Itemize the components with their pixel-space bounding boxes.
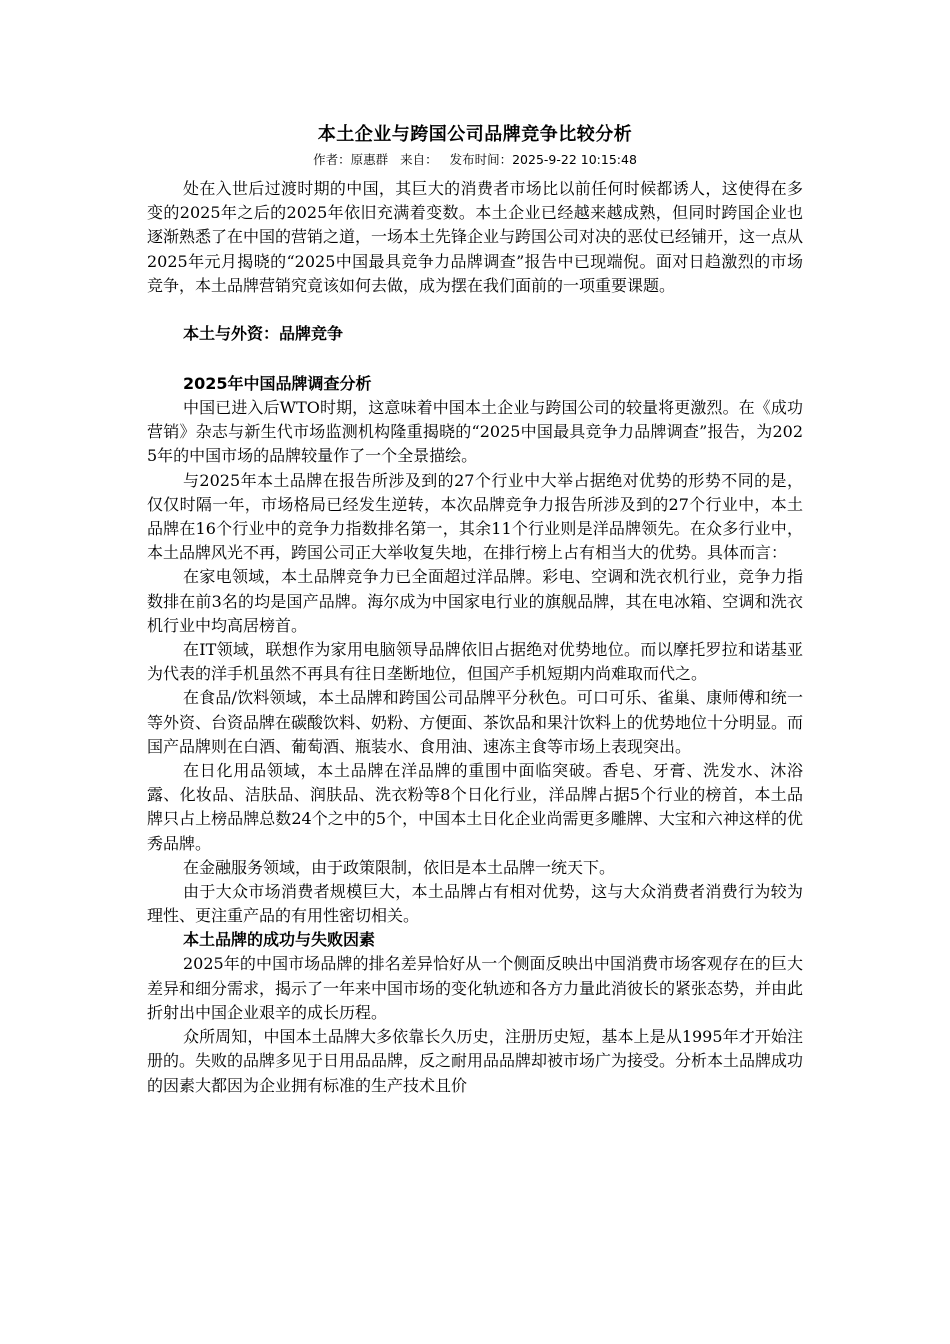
article-title: 本土企业与跨国公司品牌竞争比较分析 [317,124,633,145]
paragraph: 众所周知，中国本土品牌大多依靠长久历史，注册历史短，基本上是从1995年才开始注册的。失败的品牌多见于日用品品牌，反之耐用品品牌却被市场广为接受。分析本土品牌成功的因素大都因为企业拥有标准的生产技术且价 [147,1027,804,1095]
section-heading-survey: 2025年中国品牌调查分析 [183,374,372,394]
publish-time: 发布时间：2025-9-22 10:15:48 [449,152,637,167]
section-heading-competition: 本土与外资：品牌竞争 [183,324,344,344]
section-heading-success-factors: 本土品牌的成功与失败因素 [183,930,376,950]
paragraph: 由于大众市场消费者规模巨大，本土品牌占有相对优势，这与大众消费者消费行为较为理性、更注重产品的有用性密切相关。 [147,882,803,926]
paragraph: 在家电领域，本土品牌竞争力已全面超过洋品牌。彩电、空调和洗衣机行业，竞争力指数排在前3名的均是国产品牌。海尔成为中国家电行业的旗舰品牌，其在电冰箱、空调和洗衣机行业中均高居榜首。 [147,567,803,635]
paragraph: 与2025年本土品牌在报告所涉及到的27个行业中大举占据绝对优势的形势不同的是，仅仅时隔一年，市场格局已经发生逆转，本次品牌竞争力报告所涉及到的27个行业中，本土品牌在16个行业中的竞争力指数排名第一，其余11个行业则是洋品牌领先。在众多行业中，本土品牌风光不再，跨国公司正大举收复失地，在排行榜上占有相当大的优势。具体而言： [147,470,803,563]
source-label: 来自： [400,152,438,167]
paragraph: 中国已进入后WTO时期，这意味着中国本土企业与跨国公司的较量将更激烈。在《成功营销》杂志与新生代市场监测机构隆重揭晓的“2025中国最具竞争力品牌调查”报告，为2025年的中国市场的品牌较量作了一个全景描绘。 [147,398,803,466]
author-label: 作者：原惠群 [313,152,389,167]
article-body [147,177,803,1098]
paragraph: 在日化用品领域，本土品牌在洋品牌的重围中面临突破。香皂、牙膏、洗发水、沐浴露、化妆品、洁肤品、润肤品、洗衣粉等8个日化行业，洋品牌占据5个行业的榜首，本土品牌只占上榜品牌总数24个之中的5个，中国本土日化企业尚需更多雕牌、大宝和六神这样的优秀品牌。 [147,761,803,853]
article-meta [0,151,950,169]
paragraph: 在IT领域，联想作为家用电脑领导品牌依旧占据绝对优势地位。而以摩托罗拉和诺基亚为代表的洋手机虽然不再具有往日垄断地位，但国产手机短期内尚难取而代之。 [147,640,803,684]
intro-paragraph: 处在入世后过渡时期的中国，其巨大的消费者市场比以前任何时候都诱人，这使得在多变的2025年之后的2025年依旧充满着变数。本土企业已经越来越成熟，但同时跨国企业也逐渐熟悉了在中国的营销之道，一场本土先锋企业与跨国公司对决的恶仗已经铺开，这一点从2025年元月揭晓的“2025中国最具竞争力品牌调查”报告中已现端倪。面对日趋激烈的市场竞争，本土品牌营销究竟该如何去做，成为摆在我们面前的一项重要课题。 [147,179,804,295]
paragraph: 在食品/饮料领域，本土品牌和跨国公司品牌平分秋色。可口可乐、雀巢、康师傅和统一等外资、台资品牌在碳酸饮料、奶粉、方便面、茶饮品和果汁饮料上的优势地位十分明显。而国产品牌则在白酒、葡萄酒、瓶装水、食用油、速冻主食等市场上表现突出。 [147,688,804,756]
paragraph: 在金融服务领域，由于政策限制，依旧是本土品牌一统天下。 [183,857,616,877]
paragraph: 2025年的中国市场品牌的排名差异恰好从一个侧面反映出中国消费市场客观存在的巨大差异和细分需求，揭示了一年来中国市场的变化轨迹和各方力量此消彼长的紧张态势，并由此折射出中国企业艰辛的成长历程。 [147,954,804,1022]
